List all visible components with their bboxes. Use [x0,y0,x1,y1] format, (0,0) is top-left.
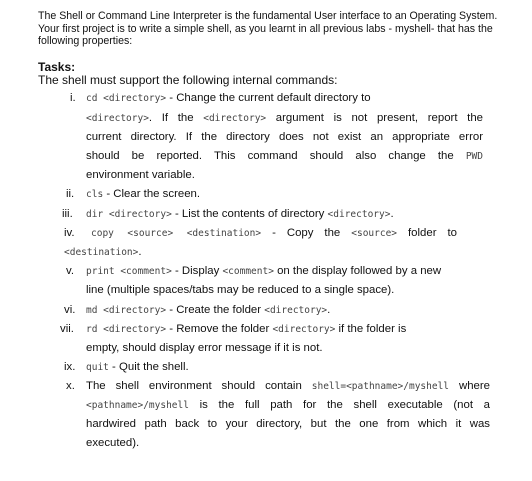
item-line [86,111,483,126]
intro-paragraph: The Shell or Command Line Interpreter is the fundamental User interface to an Operating System. Your first project is to write a simple shell, as you learnt in all previous labs - myshell- that has the following properties: [38,10,498,48]
item-line [86,303,330,318]
code-text: <directory> [86,113,149,124]
item-line [86,149,483,164]
code-text: cls [86,189,104,200]
body-text: should be reported. This command should also change the [86,150,466,162]
item-line [86,283,394,297]
item-line [86,264,441,279]
body-text: hardwired path back to your directory, but the one from which it was [86,418,490,430]
code-text: cd <directory> [86,93,167,104]
body-text: line (multiple spaces/tabs may be reduced to a single space). [86,284,395,296]
body-text: - Change the current default directory to [166,92,371,104]
item-line [86,187,200,202]
body-text: - Clear the screen. [103,188,201,200]
item-number: x. [66,380,75,392]
item-line [86,436,139,450]
code-text: <directory> [264,305,328,316]
code-text: print <comment> [86,266,172,277]
tasks-heading: Tasks: [38,60,76,74]
item-line [86,379,490,394]
code-text: md <directory> [86,305,167,316]
body-text: current directory. If the directory does not exist an appropriate error [86,131,483,143]
item-line [86,322,406,337]
body-text: - Quit the shell. [108,361,189,373]
tasks-subheading: The shell must support the following internal commands: [38,73,338,87]
item-number: vii. [60,323,74,335]
item-line [86,130,483,144]
item-number: ix. [64,361,76,373]
body-text: executed). [86,437,140,449]
item-line [86,207,394,222]
code-text: <pathname>/myshell [86,400,189,411]
code-text: PWD [465,151,483,162]
item-line [86,360,189,375]
body-text: where [449,380,490,392]
item-line [86,398,490,413]
body-text: - Display [171,265,223,277]
item-line [86,91,371,106]
item-line [86,417,490,431]
code-text: <destination> [64,247,139,258]
code-text: copy <source> <destination> [91,228,262,239]
body-text: environment variable. [86,169,195,181]
code-text: rd <directory> [86,324,167,335]
item-number: iv. [64,227,75,239]
body-text: empty, should display error message if it is not. [86,342,323,354]
code-text: <directory> [272,324,336,335]
code-text: dir <directory> [86,209,172,220]
item-number: i. [70,92,76,104]
body-text: . [138,246,142,258]
item-number: vi. [64,304,76,316]
body-text: The shell environment should contain [86,380,312,392]
item-number: v. [66,265,75,277]
body-text: argument is not present, report the [266,112,483,124]
body-text: - List the contents of directory [171,208,328,220]
body-text: folder to [397,227,457,239]
item-number: iii. [62,208,73,220]
code-text: <directory> [327,209,391,220]
code-text: shell=<pathname>/myshell [311,381,450,392]
item-line [91,226,457,241]
item-line [86,341,323,355]
item-line [64,245,142,260]
body-text: . [327,304,331,316]
body-text: if the folder is [335,323,407,335]
body-text: . [390,208,394,220]
code-text: <comment> [222,266,274,277]
code-text: <directory> [203,113,267,124]
item-number: ii. [66,188,75,200]
body-text: is the full path for the shell executable (not a [188,399,490,411]
code-text: quit [86,362,109,373]
body-text: . If the [148,112,204,124]
body-text: - Copy the [261,227,352,239]
body-text: - Remove the folder [166,323,273,335]
item-line [86,168,195,182]
code-text: <source> [351,228,398,239]
body-text: - Create the folder [166,304,265,316]
body-text: on the display followed by a new [273,265,442,277]
